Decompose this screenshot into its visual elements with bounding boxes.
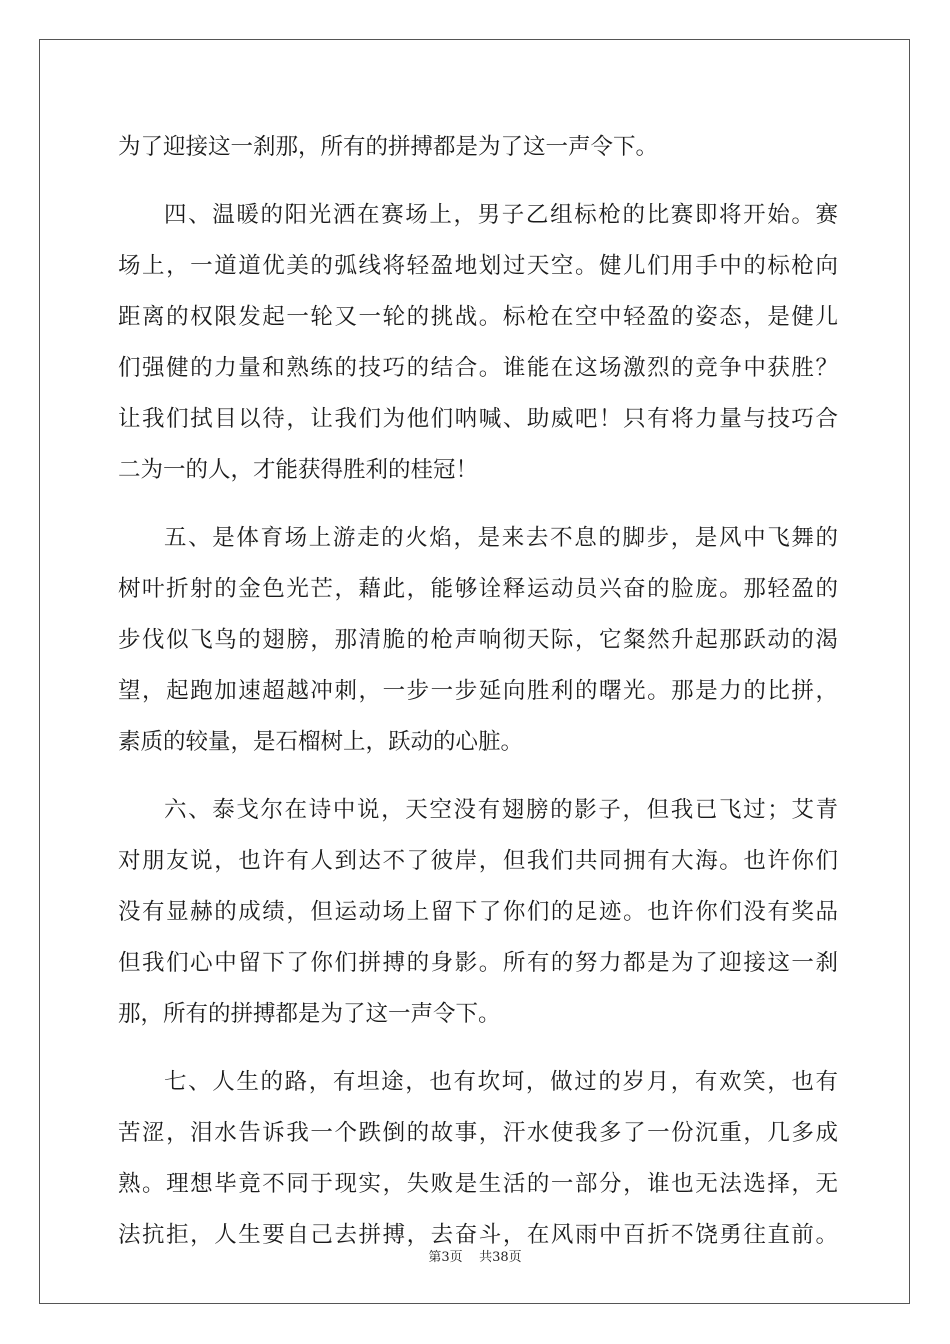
text-line: 七、人生的路，有坦途，也有坎坷，做过的岁月，有欢笑，也有 [164, 1069, 838, 1095]
paragraph [118, 1057, 838, 1261]
text-line: 苦涩，泪水告诉我一个跌倒的故事，汗水使我多了一份沉重，几多成 [118, 1120, 838, 1146]
text-line: 熟。理想毕竟不同于现实，失败是生活的一部分，谁也无法选择，无 [118, 1171, 838, 1197]
text-line: 素质的较量，是石榴树上，跃动的心脏。 [118, 729, 524, 755]
paragraph [118, 122, 838, 173]
text-line: 没有显赫的成绩，但运动场上留下了你们的足迹。也许你们没有奖品 [118, 899, 838, 925]
text-line: 对朋友说，也许有人到达不了彼岸，但我们共同拥有大海。也许你们 [118, 848, 838, 874]
text-line: 步伐似飞鸟的翅膀，那清脆的枪声响彻天际，它粲然升起那跃动的渴 [118, 627, 838, 653]
text-line: 五、是体育场上游走的火焰，是来去不息的脚步，是风中飞舞的 [164, 525, 838, 551]
page-number: 第3页 [428, 1250, 463, 1265]
text-line: 为了迎接这一刹那，所有的拼搏都是为了这一声令下。 [118, 134, 659, 160]
text-line: 树叶折射的金色光芒，藉此，能够诠释运动员兴奋的脸庞。那轻盈的 [118, 576, 838, 602]
text-line: 场上，一道道优美的弧线将轻盈地划过天空。健儿们用手中的标枪向 [118, 253, 838, 279]
text-line: 四、温暖的阳光洒在赛场上，男子乙组标枪的比赛即将开始。赛 [164, 202, 838, 228]
paragraph [118, 513, 838, 768]
text-line: 距离的权限发起一轮又一轮的挑战。标枪在空中轻盈的姿态，是健儿 [118, 304, 838, 330]
text-line: 们强健的力量和熟练的技巧的结合。谁能在这场激烈的竞争中获胜？ [118, 355, 838, 381]
document-body [118, 122, 838, 1261]
paragraph [118, 190, 838, 496]
text-line: 但我们心中留下了你们拼搏的身影。所有的努力都是为了迎接这一刹 [118, 950, 838, 976]
text-line: 二为一的人，才能获得胜利的桂冠！ [118, 457, 479, 483]
page-total: 共38页 [479, 1250, 522, 1265]
text-line: 那，所有的拼搏都是为了这一声令下。 [118, 1001, 501, 1027]
text-line: 六、泰戈尔在诗中说，天空没有翅膀的影子，但我已飞过；艾青 [164, 797, 838, 823]
paragraph [118, 785, 838, 1040]
text-line: 法抗拒，人生要自己去拼搏，去奋斗，在风雨中百折不饶勇往直前。 [118, 1222, 838, 1248]
text-line: 望，起跑加速超越冲刺，一步一步延向胜利的曙光。那是力的比拼， [118, 678, 838, 704]
page-footer [0, 1246, 950, 1265]
text-line: 让我们拭目以待，让我们为他们呐喊、助威吧！只有将力量与技巧合 [118, 406, 838, 432]
